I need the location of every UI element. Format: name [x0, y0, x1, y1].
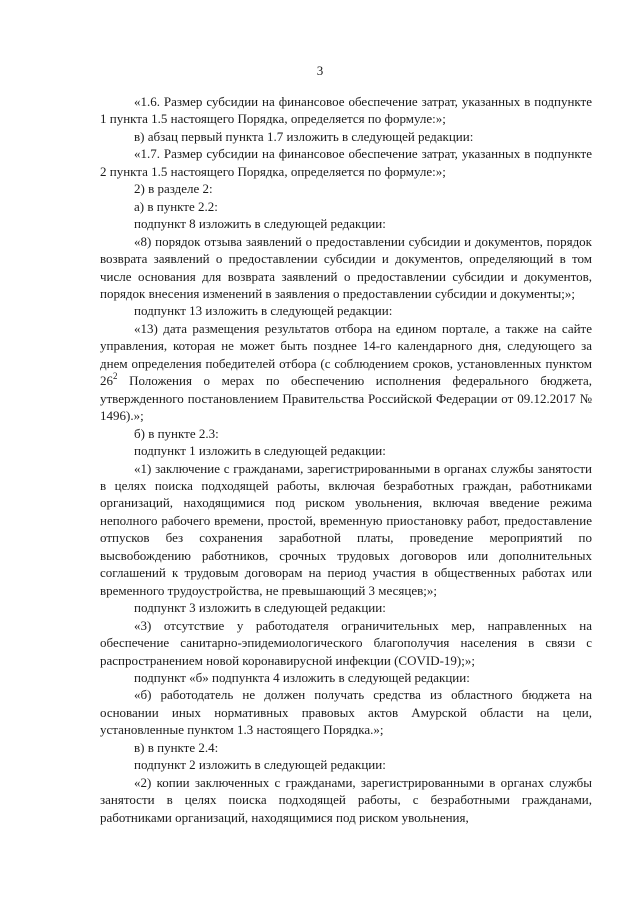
paragraph-subitem-2-intro: подпункт 2 изложить в следующей редакции:: [134, 757, 386, 773]
paragraph-subitem-b: «б) работодатель не должен получать средства из областного бюджета на основании иных нормативных правовых актов Амурской области на цели, установленные пунктом 1.3 настоящего Порядка.»;: [100, 687, 592, 738]
paragraph-item-a: а) в пункте 2.2:: [134, 198, 218, 214]
paragraph-section-2: 2) в разделе 2:: [134, 181, 213, 197]
page-number: 3: [316, 63, 324, 78]
paragraph-1-6: «1.6. Размер субсидии на финансовое обеспечение затрат, указанных в подпункте 1 пункта 1.5 настоящего Порядка, определяется по формуле:»;: [100, 94, 592, 127]
paragraph-subitem-3: «3) отсутствие у работодателя ограничительных мер, направленных на обеспечение санитарно-эпидемиологического благополучия населения в связи с распространением новой коронавирусной инфекции (COVID-19);»;: [100, 617, 592, 668]
paragraph-subitem-13-text-after: Положения о мерах по обеспечению исполнения федерального бюджета, утвержденного постановлением Правительства Российской Федерации от 09.12.2017 № 1496).»;: [100, 373, 592, 424]
paragraph-subitem-3-intro: подпункт 3 изложить в следующей редакции:: [134, 600, 386, 616]
paragraph-1-7: «1.7. Размер субсидии на финансовое обеспечение затрат, указанных в подпункте 2 пункта 1.5 настоящего Порядка, определяется по формуле:»;: [100, 146, 592, 179]
paragraph-subitem-b-intro: подпункт «б» подпункта 4 изложить в следующей редакции:: [134, 669, 470, 685]
paragraph-item-v-2-4: в) в пункте 2.4:: [134, 739, 219, 755]
paragraph-subitem-8: «8) порядок отзыва заявлений о предоставлении субсидии и документов, порядок возврата заявлений о предоставлении субсидии и документов, определяющий в том числе основания для возврата заявлений о предоставлении субсидии и документов, порядок внесения изменений в заявления о предоставлении субсидии и документы;»;: [100, 233, 592, 301]
paragraph-item-v: в) абзац первый пункта 1.7 изложить в следующей редакции:: [134, 128, 474, 144]
paragraph-subitem-1-intro: подпункт 1 изложить в следующей редакции:: [134, 443, 386, 459]
document-body: [100, 93, 592, 826]
paragraph-subitem-8-intro: подпункт 8 изложить в следующей редакции:: [134, 216, 386, 232]
paragraph-subitem-2: «2) копии заключенных с гражданами, зарегистрированными в органах службы занятости в целях поиска подходящей работы, с безработными гражданами, работниками организаций, находящимися под риском увольнения,: [100, 774, 592, 825]
paragraph-subitem-13: [100, 320, 592, 425]
paragraph-item-b: б) в пункте 2.3:: [134, 425, 219, 441]
paragraph-subitem-13-text-before: «13) дата размещения результатов отбора на едином портале, а также на сайте управления, которая не может быть позднее 14-го календарного дня, следующего за днем определения победителей отбора (с соблюдением сроков, установленных пунктом 26: [100, 320, 592, 389]
paragraph-subitem-13-intro: подпункт 13 изложить в следующей редакции:: [134, 303, 393, 319]
paragraph-subitem-1: «1) заключение с гражданами, зарегистрированными в органах службы занятости в целях поиска подходящей работы, включая безработных граждан, работниками организаций, находящимися под риском увольнения, включая введение режима неполного рабочего времени, простой, временную приостановку работ, предоставление отпусков без сохранения заработной платы, проведение мероприятий по высвобождению работников, срочных трудовых договоров или дополнительных соглашений к трудовым договорам на период участия в общественных работах или временного трудоустройства, не превышающий 3 месяцев;»;: [100, 460, 592, 598]
superscript-2: 2: [113, 370, 118, 381]
